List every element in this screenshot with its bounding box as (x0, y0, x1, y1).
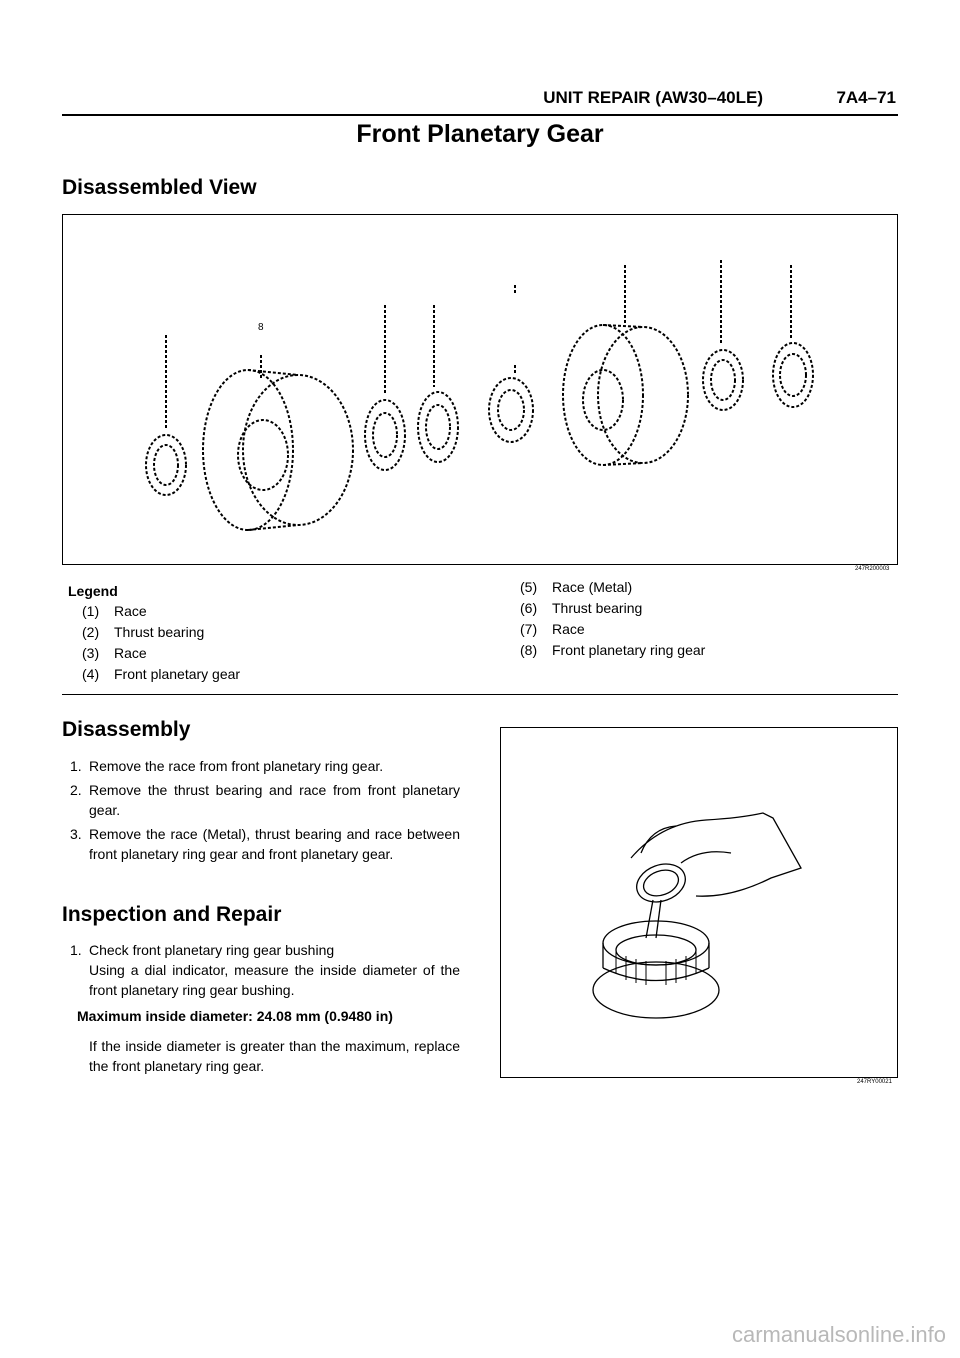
legend-item: (3) Race (82, 645, 147, 661)
watermark: carmanualsonline.info (731, 1322, 946, 1347)
legend-item: (2) Thrust bearing (82, 624, 205, 640)
spec-value: Maximum inside diameter: 24.08 mm (0.9480 in) (77, 1008, 393, 1024)
page-number: 7A4–71 (836, 88, 896, 107)
figure-code: 247RY00021 (857, 1079, 892, 1085)
legend-title: Legend (68, 583, 118, 599)
inspection-step: 1. Check front planetary ring gear bushing (70, 942, 335, 958)
svg-text:8: 8 (258, 322, 264, 333)
page-header (62, 88, 898, 116)
disassembly-step: 2. Remove the thrust bearing and race from front planetary gear. (70, 782, 460, 818)
inspection-heading: Inspection and Repair (62, 903, 282, 926)
inspection-body: Using a dial indicator, measure the inside diameter of the front planetary ring gear bushing. (89, 962, 460, 998)
section-title: UNIT REPAIR (AW30–40LE) (543, 88, 763, 107)
figure-code: 247R200003 (855, 566, 890, 572)
inspection-note: If the inside diameter is greater than the maximum, replace the front planetary ring gear. (89, 1038, 460, 1074)
dial-indicator-drawing (501, 728, 897, 1077)
dial-indicator-figure (500, 727, 898, 1078)
legend-item: (5) Race (Metal) (520, 579, 633, 595)
disassembly-heading: Disassembly (62, 718, 191, 741)
page-title: Front Planetary Gear (356, 120, 604, 148)
disassembly-step: 3. Remove the race (Metal), thrust bearing and race between front planetary ring gear and front planetary gear. (70, 826, 460, 862)
divider (62, 694, 898, 695)
legend-item: (7) Race (520, 621, 585, 637)
exploded-view-drawing (63, 215, 897, 564)
exploded-view-figure (62, 214, 898, 565)
legend-item: (4) Front planetary gear (82, 666, 241, 682)
legend-item: (8) Front planetary ring gear (520, 642, 706, 658)
disassembled-view-heading: Disassembled View (62, 176, 257, 199)
disassembly-step: 1. Remove the race from front planetary ring gear. (70, 758, 384, 774)
legend-item: (6) Thrust bearing (520, 600, 643, 616)
legend-item: (1) Race (82, 603, 147, 619)
